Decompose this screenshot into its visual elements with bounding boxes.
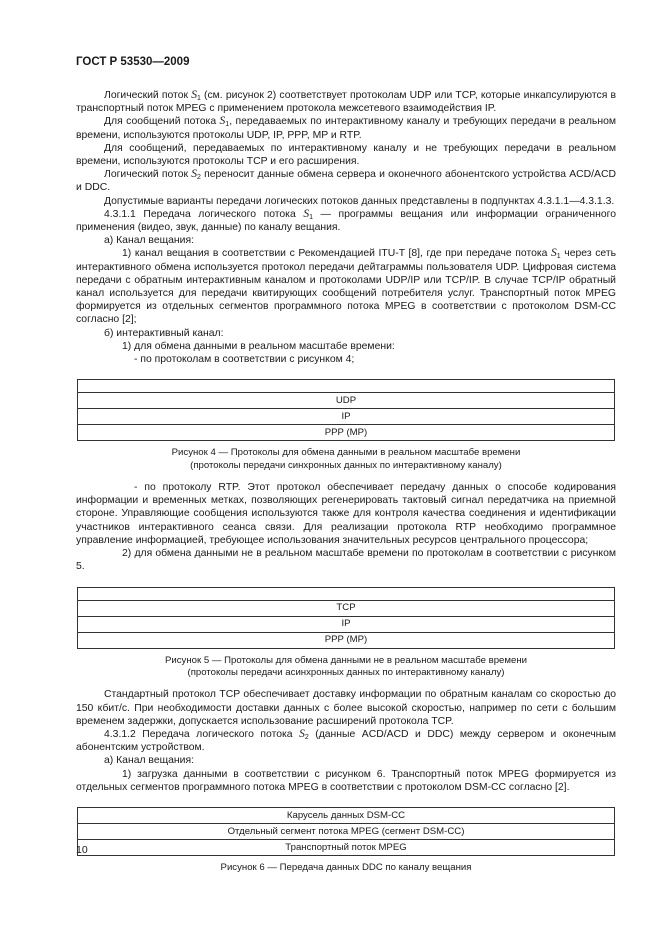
table-cell: IP <box>78 409 615 425</box>
paragraph: Для сообщений потока $S_1$, передаваемых по интерактивному каналу и требующих передачи в реальном времени, используются протоколы UDP, IP, PPP, MP и RTP. <box>76 115 616 141</box>
page-body <box>76 89 616 874</box>
figure-4-caption: Рисунок 4 — Протоколы для обмена данными в реальном масштабе времени (протоколы передачи синхронных данных по интерактивному каналу) <box>171 447 521 471</box>
table-cell <box>78 587 615 600</box>
table-cell: PPP (MP) <box>78 632 615 648</box>
document-header: ГОСТ Р 53530—2009 <box>76 56 190 68</box>
table-cell: Карусель данных DSM-CC <box>78 807 615 823</box>
list-item-a: а) Канал вещания: <box>104 755 194 767</box>
table-cell: PPP (MP) <box>78 425 615 441</box>
paragraph: Для сообщений, передаваемых по интерактивному каналу и не требующих передачи в реальном времени, используются протоколы TCP и его расширения. <box>76 142 616 168</box>
figure-4-table <box>77 379 615 441</box>
list-item-b: б) интерактивный канал: <box>104 327 224 339</box>
list-item-a: а) Канал вещания: <box>104 235 194 247</box>
paragraph-4-3-1-2: 4.3.1.2 Передача логического потока $S_2$ (данные ACD/ACD и DDC) между сервером и оконечным абонентским устройством. <box>76 727 616 754</box>
table-cell <box>78 380 615 393</box>
table-cell: UDP <box>78 393 615 409</box>
list-item-dash: - по протоколам в соответствии с рисунком 4; <box>134 354 355 366</box>
page-number: 10 <box>76 844 88 856</box>
paragraph: Допустимые варианты передачи логических потоков данных представлены в подпунктах 4.3.1.1—4.3.1.3. <box>104 195 615 207</box>
paragraph: - по протоколу RTP. Этот протокол обеспечивает передачу данных о способе кодирования информации и временных метках, позволяющих регенерировать тактовый сигнал передатчика на приемной стороне. Управляющие сообщения используются также для контроля качества соединения и идентификации участников интерактивного сеанса связи. Для реализации протокола RTP необходимо программное управление информацией, требующее использования значительных ресурсов центрального процессора; <box>76 482 616 546</box>
list-item-2: 2) для обмена данными не в реальном масштабе времени по протоколам в соответствии с рисунком 5. <box>76 548 616 573</box>
figure-6-table <box>77 807 615 856</box>
figure-5-table <box>77 587 615 649</box>
list-item-1: 1) для обмена данными в реальном масштабе времени: <box>122 340 395 352</box>
paragraph-4-3-1-1: 4.3.1.1 Передача логического потока $S_1$ — программы вещания или информации ограниченного применения (видео, звук, данные) по каналу вещания. <box>76 207 617 234</box>
paragraph: Логический поток $S_1$ (см. рисунок 2) соответствует протоколам UDP или TCP, которые инкапсулируются в транспортный поток MPEG с применением протокола межсетевого взаимодействия IP. <box>76 89 616 115</box>
table-cell: Отдельный сегмент потока MPEG (сегмент DSM-CC) <box>78 823 615 839</box>
table-cell: TCP <box>78 600 615 616</box>
list-item-1: 1) канал вещания в соответствии с Рекомендацией ITU-T [8], где при передаче потока $S_1$ через сеть интерактивного обмена используется протокол передачи дейтаграммы пользователя UDP. Цифровая система передачи с обратным интерактивным каналом и протоколами UDP/IP или TCP/IP. В случае TCP/IP обратный канал используется для передачи квитирующих сообщений потребителя услуг. Транспортный поток MPEG формируется из отдельных сегментов программного потока MPEG в соответствии с протоколом DSM-CC согласно [2]; <box>76 247 616 326</box>
paragraph: Логический поток $S_2$ переносит данные обмена сервера и оконечного абонентского устройства ACD/ACD и DDC. <box>76 168 616 194</box>
list-item-1: 1) загрузка данными в соответствии с рисунком 6. Транспортный поток MPEG формируется из отдельных сегментов программного потока MPEG в соответствии с протоколом DSM-CC согласно [2]. <box>76 768 616 793</box>
figure-6-caption: Рисунок 6 — Передача данных DDC по каналу вещания <box>220 861 472 873</box>
figure-5-caption: Рисунок 5 — Протоколы для обмена данными не в реальном масштабе времени (протоколы передачи асинхронных данных по интерактивному каналу) <box>165 654 527 678</box>
table-cell: IP <box>78 616 615 632</box>
paragraph: Стандартный протокол TCP обеспечивает доставку информации по обратным каналам со скоростью до 150 кбит/с. При необходимости доставки данных с более высокой скоростью, например по сети с большим временем задержки, допускается использование расширений протокола TCP. <box>76 689 616 727</box>
table-cell: Транспортный поток MPEG <box>78 839 615 855</box>
